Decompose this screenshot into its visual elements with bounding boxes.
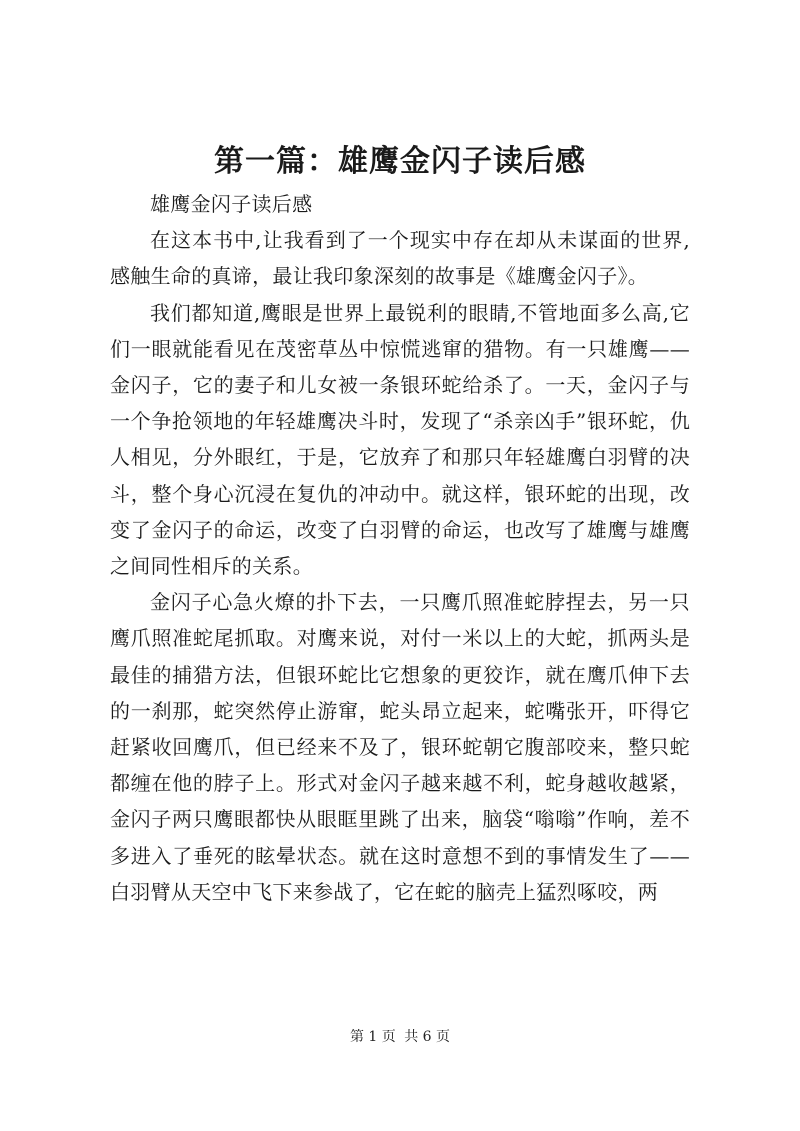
subtitle-paragraph: 雄鹰金闪子读后感 <box>150 192 313 216</box>
page-total: 共 6 页 <box>404 1029 451 1045</box>
page-number: 第 1 页 <box>349 1029 396 1045</box>
document-title: 第一篇：雄鹰金闪子读后感 <box>214 144 586 179</box>
document-body <box>110 186 690 910</box>
page-footer <box>0 1027 800 1047</box>
body-paragraph: 我们都知道,鹰眼是世界上最锐利的眼睛,不管地面多么高,它们一眼就能看见在茂密草丛中惊慌逃窜的猎物。有一只雄鹰——金闪子，它的妻子和儿女被一条银环蛇给杀了。一天，金闪子与一个争抢领地的年轻雄鹰决斗时，发现了“杀亲凶手”银环蛇，仇人相见，分外眼红，于是，它放弃了和那只年轻雄鹰白羽臂的决斗，整个身心沉浸在复仇的冲动中。就这样，银环蛇的出现，改变了金闪子的命运，改变了白羽臂的命运，也改写了雄鹰与雄鹰之间同性相斥的关系。 <box>110 300 690 579</box>
body-paragraph: 在这本书中,让我看到了一个现实中存在却从未谋面的世界,感触生命的真谛，最让我印象深刻的故事是《雄鹰金闪子》。 <box>110 228 690 289</box>
body-paragraph: 金闪子心急火燎的扑下去，一只鹰爪照准蛇脖捏去，另一只鹰爪照准蛇尾抓取。对鹰来说，对付一米以上的大蛇，抓两头是最佳的捕猎方法，但银环蛇比它想象的更狡诈，就在鹰爪伸下去的一刹那，蛇突然停止游窜，蛇头昂立起来，蛇嘴张开，吓得它赶紧收回鹰爪，但已经来不及了，银环蛇朝它腹部咬来，整只蛇都缠在他的脖子上。形式对金闪子越来越不利，蛇身越收越紧，金闪子两只鹰眼都快从眼眶里跳了出来，脑袋“嗡嗡”作响，差不多进入了垂死的眩晕状态。就在这时意想不到的事情发生了——白羽臂从天空中飞下来参战了，它在蛇的脑壳上猛烈啄咬，两 <box>110 590 690 904</box>
